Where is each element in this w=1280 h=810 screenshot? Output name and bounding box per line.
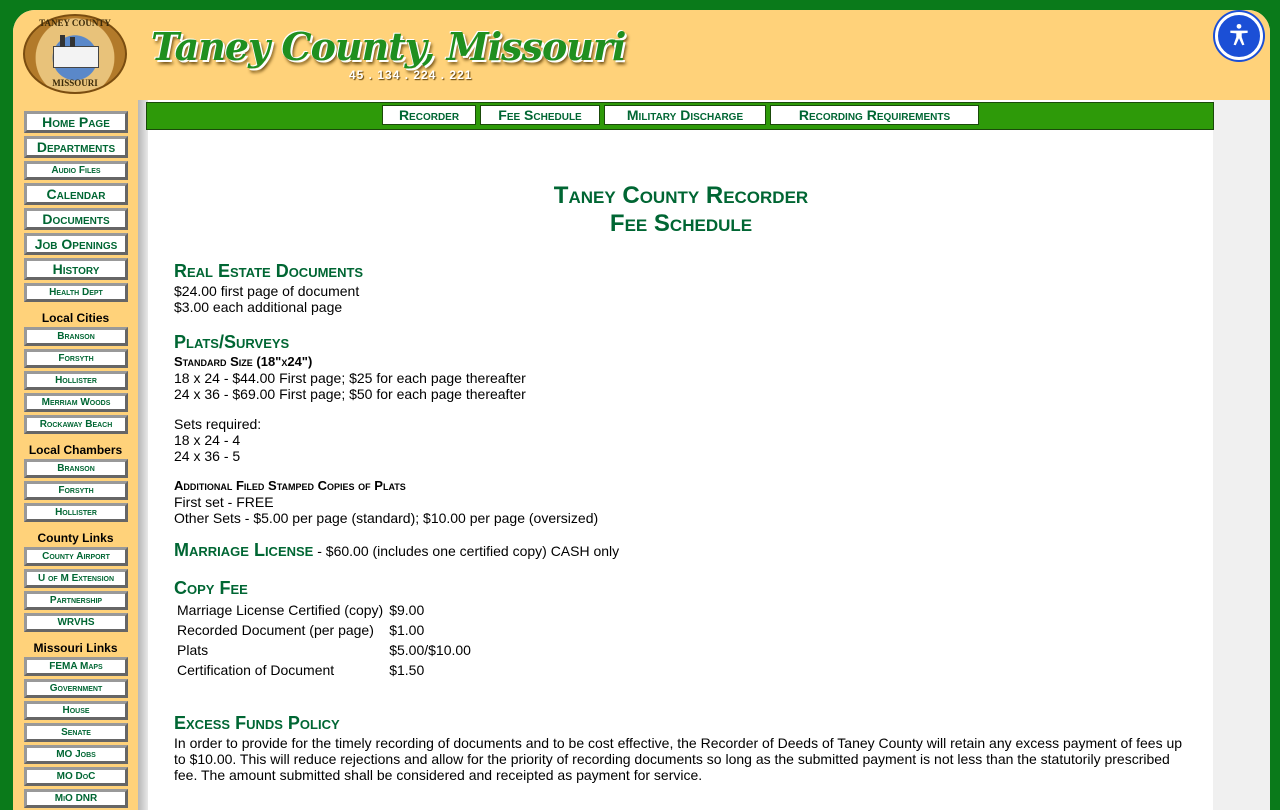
table-row	[174, 620, 474, 640]
table-row	[174, 600, 474, 620]
fee-price: $9.00	[389, 602, 425, 618]
nav-mo-dnr[interactable]: MiO DNR	[24, 789, 128, 808]
heading-plats-surveys: Plats/Surveys	[174, 332, 290, 352]
copy-fee-table	[174, 600, 474, 680]
heading-copy-fee: Copy Fee	[174, 578, 248, 598]
accessibility-person-icon	[1226, 22, 1252, 48]
table-row	[174, 660, 474, 680]
fee-item: Plats	[177, 642, 209, 658]
heading-marriage-license: Marriage License	[174, 540, 314, 560]
tab-fee-schedule[interactable]: Fee Schedule	[480, 105, 600, 125]
group-label-missouri-links: Missouri Links	[33, 641, 118, 655]
group-label-local-cities: Local Cities	[41, 311, 110, 325]
fee-item: Marriage License Certified (copy)	[177, 602, 384, 618]
group-label-local-chambers: Local Chambers	[28, 443, 123, 457]
nav-city-hollister[interactable]: Hollister	[24, 371, 128, 390]
fee-item: Certification of Document	[177, 662, 335, 678]
nav-city-branson[interactable]: Branson	[24, 327, 128, 346]
heading-real-estate: Real Estate Documents	[174, 261, 364, 281]
nav-mo-jobs[interactable]: MO Jobs	[24, 745, 128, 764]
page-title	[361, 182, 1001, 238]
heading-additional-copies: Additional Filed Stamped Copies of Plats	[174, 478, 406, 493]
nav-chamber-forsyth[interactable]: Forsyth	[24, 481, 128, 500]
nav-fema-maps[interactable]: FEMA Maps	[24, 657, 128, 676]
real-estate-line-2: $3.00 each additional page	[174, 299, 343, 315]
table-row	[174, 640, 474, 660]
nav-departments[interactable]: Departments	[24, 136, 128, 158]
accessibility-button[interactable]	[1215, 12, 1263, 60]
tab-military-discharge[interactable]: Military Discharge	[604, 105, 766, 125]
real-estate-line-1: $24.00 first page of document	[174, 283, 360, 299]
nav-mo-doc[interactable]: MO DoC	[24, 767, 128, 786]
copies-line-2: Other Sets - $5.00 per page (standard); $10.00 per page (oversized)	[174, 510, 599, 526]
heading-excess-funds: Excess Funds Policy	[174, 713, 340, 733]
site-header	[13, 10, 1270, 100]
nav-audio-files[interactable]: Audio Files	[24, 161, 128, 180]
nav-city-merriam-woods[interactable]: Merriam Woods	[24, 393, 128, 412]
sets-required-label: Sets required:	[174, 416, 262, 432]
nav-history[interactable]: History	[24, 258, 128, 280]
marriage-license-block	[174, 540, 619, 561]
nav-job-openings[interactable]: Job Openings	[24, 233, 128, 255]
seal-top-text: TANEY COUNTY	[39, 18, 111, 28]
page-title-line2: Fee Schedule	[609, 210, 753, 237]
fee-price: $1.00	[389, 622, 425, 638]
sidebar	[13, 100, 138, 810]
copies-line-1: First set - FREE	[174, 494, 274, 510]
nav-documents[interactable]: Documents	[24, 208, 128, 230]
nav-home-page[interactable]: Home Page	[24, 111, 128, 133]
marriage-license-text: - $60.00 (includes one certified copy) CASH only	[313, 543, 620, 559]
right-margin	[1213, 100, 1270, 810]
tab-recording-requirements[interactable]: Recording Requirements	[770, 105, 979, 125]
fee-price: $1.50	[389, 662, 425, 678]
nav-senate[interactable]: Senate	[24, 723, 128, 742]
nav-city-rockaway-beach[interactable]: Rockaway Beach	[24, 415, 128, 434]
nav-partnership[interactable]: Partnership	[24, 591, 128, 610]
heading-standard-size: Standard Size (18"x24")	[174, 354, 313, 369]
nav-house[interactable]: House	[24, 701, 128, 720]
top-navigation	[146, 102, 1214, 130]
sets-required-24x36: 24 x 36 - 5	[174, 448, 241, 464]
site-title: Taney County, Missouri	[151, 24, 626, 69]
sets-required-18x24: 18 x 24 - 4	[174, 432, 241, 448]
group-label-county-links: County Links	[37, 531, 114, 545]
fee-price: $5.00/$10.00	[389, 642, 471, 658]
fee-item: Recorded Document (per page)	[177, 622, 374, 638]
nav-chamber-branson[interactable]: Branson	[24, 459, 128, 478]
seal-bottom-text: MISSOURI	[52, 78, 98, 88]
steamboat-icon	[53, 46, 99, 68]
page-frame	[13, 10, 1270, 810]
page-title-line1: Taney County Recorder	[553, 182, 809, 209]
tab-recorder[interactable]: Recorder	[382, 105, 476, 125]
nav-city-forsyth[interactable]: Forsyth	[24, 349, 128, 368]
nav-county-airport[interactable]: County Airport	[24, 547, 128, 566]
excess-funds-text: In order to provide for the timely recording of documents and to be cost effective, the Recorder of Deeds of Taney County will retain any excess payment of fees up to $10.00. This will reduce rejections and allow for the priority of recording documents so long as the submitted payment is not less than the statutorily prescribed fee. The amount submitted shall be considered and receipted as payment for service.	[174, 735, 1183, 783]
nav-government[interactable]: Government	[24, 679, 128, 698]
county-seal-logo[interactable]	[23, 14, 127, 94]
content-divider	[138, 100, 148, 810]
nav-wrvhs[interactable]: WRVHS	[24, 613, 128, 632]
ip-address: 45 . 134 . 224 . 221	[349, 68, 473, 82]
nav-health-dept[interactable]: Health Dept	[24, 283, 128, 302]
nav-calendar[interactable]: Calendar	[24, 183, 128, 205]
plats-standard-line-2: 24 x 36 - $69.00 First page; $50 for each page thereafter	[174, 386, 526, 402]
plats-standard-line-1: 18 x 24 - $44.00 First page; $25 for each page thereafter	[174, 370, 526, 386]
nav-chamber-hollister[interactable]: Hollister	[24, 503, 128, 522]
nav-uofm-extension[interactable]: U of M Extension	[24, 569, 128, 588]
